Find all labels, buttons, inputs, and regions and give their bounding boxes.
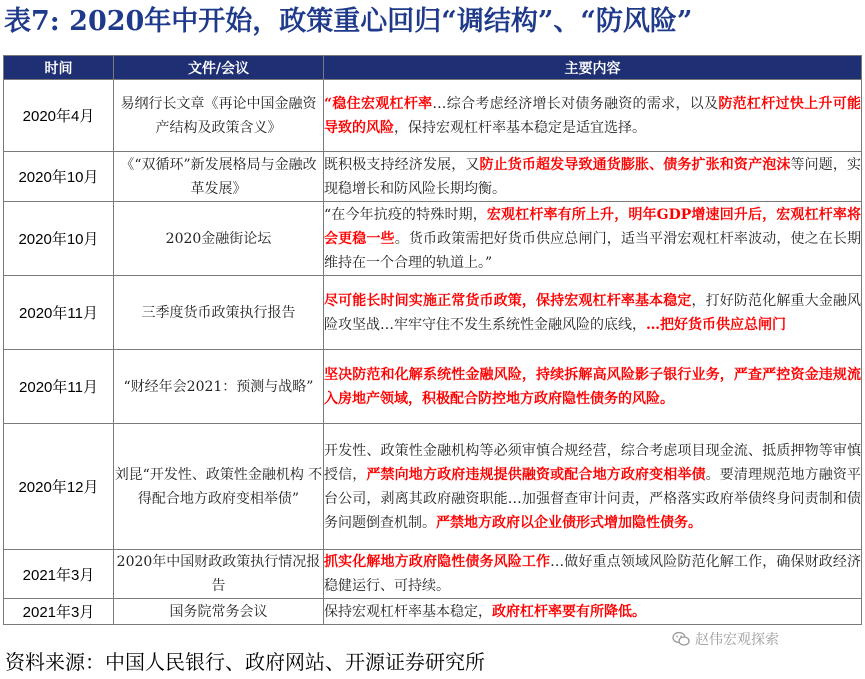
header-document: 文件/会议 xyxy=(114,56,324,80)
row-content xyxy=(324,424,862,550)
table-row xyxy=(4,550,862,599)
row-content xyxy=(324,202,862,276)
row-content xyxy=(324,550,862,599)
row-content xyxy=(324,599,862,625)
highlighted-text: “稳住宏观杠杆率 xyxy=(324,95,433,112)
table-body xyxy=(4,80,862,625)
row-time: 2020年11月 xyxy=(4,276,114,350)
content-text: …综合考虑经济增长对债务融资的需求，以及 xyxy=(432,95,719,112)
header-content: 主要内容 xyxy=(324,56,862,80)
highlighted-text: 坚决防范和化解系统性金融风险，持续拆解高风险影子银行业务，严查严控资金违规流入房地产领域，积极配合防控地方政府隐性债务的风险。 xyxy=(324,366,861,407)
watermark-text: 赵伟宏观探索 xyxy=(695,632,779,648)
content-text: 开发性、政策性金融机构等必须审慎合规经营，综合考虑项目现金流、抵质押物等审慎授信， xyxy=(324,442,861,483)
row-document: 国务院常务会议 xyxy=(114,599,324,625)
content-text: “在今年抗疫的特殊时期， xyxy=(324,206,487,223)
table-row xyxy=(4,599,862,625)
row-content xyxy=(324,152,862,202)
wechat-icon xyxy=(672,631,690,647)
header-time: 时间 xyxy=(4,56,114,80)
table-row xyxy=(4,152,862,202)
content-text: 保持宏观杠杆率基本稳定， xyxy=(324,603,492,620)
row-document: 2020年中国财政政策执行情况报告 xyxy=(114,550,324,599)
row-content xyxy=(324,80,862,152)
highlighted-text: 尽可能长时间实施正常货币政策，保持宏观杠杆率基本稳定 xyxy=(324,292,692,309)
row-document: 刘昆“开发性、政策性金融机构 不得配合地方政府变相举债” xyxy=(114,424,324,550)
row-time: 2021年3月 xyxy=(4,550,114,599)
row-time: 2020年11月 xyxy=(4,350,114,424)
content-text: ，保持宏观杠杆率基本稳定是适宜选择。 xyxy=(394,119,646,136)
table-row xyxy=(4,350,862,424)
row-document: “财经年会2021：预测与战略” xyxy=(114,350,324,424)
row-document: 易纲行长文章《再论中国金融资产结构及政策含义》 xyxy=(114,80,324,152)
table-header-row xyxy=(4,56,862,80)
highlighted-text: 防范杠杆过快上升可能导致的风险 xyxy=(324,95,862,136)
table-row xyxy=(4,80,862,152)
table-row xyxy=(4,424,862,550)
page-title: 表7: 2020年中开始，政策重心回归“调结构”、“防风险” xyxy=(4,6,693,37)
content-text: 既积极支持经济发展，又 xyxy=(324,156,480,173)
row-time: 2021年3月 xyxy=(4,599,114,625)
table-row xyxy=(4,202,862,276)
row-time: 2020年4月 xyxy=(4,80,114,152)
watermark xyxy=(672,629,779,649)
highlighted-text: 严禁地方政府以企业债形式增加隐性债务。 xyxy=(436,514,702,531)
highlighted-text: 防止货币超发导致通货膨胀、债务扩张和资产泡沫 xyxy=(479,156,791,173)
row-document: 2020金融街论坛 xyxy=(114,202,324,276)
highlighted-text: …把好货币供应总闸门 xyxy=(646,316,786,333)
table-row xyxy=(4,276,862,350)
highlighted-text: 政府杠杆率要有所降低。 xyxy=(492,603,646,620)
source-note: 资料来源：中国人民银行、政府网站、开源证券研究所 xyxy=(5,650,485,674)
policy-table xyxy=(3,55,862,625)
row-time: 2020年12月 xyxy=(4,424,114,550)
highlighted-text: 严禁向地方政府违规提供融资或配合地方政府变相举债 xyxy=(366,466,706,483)
highlighted-text: 宏观杠杆率有所上升，明年GDP增速回升后，宏观杠杆率将会更稳一些 xyxy=(324,206,861,247)
content-text: …做好重点领域风险防范化解工作，确保财政经济稳健运行、可持续。 xyxy=(324,554,862,594)
row-document: 三季度货币政策执行报告 xyxy=(114,276,324,350)
content-text: 。货币政策需把好货币供应总闸门，适当平滑宏观杠杆率波动，使之在长期维持在一个合理的轨道上。” xyxy=(324,230,862,271)
row-time: 2020年10月 xyxy=(4,152,114,202)
content-text: ，打好防范化解重大金融风险攻坚战…牢牢守住不发生系统性金融风险的底线， xyxy=(324,292,862,333)
row-time: 2020年10月 xyxy=(4,202,114,276)
highlighted-text: 抓实化解地方政府隐性债务风险工作 xyxy=(324,554,551,570)
row-content xyxy=(324,276,862,350)
row-content xyxy=(324,350,862,424)
content-text: 等问题，实现稳增长和防风险长期均衡。 xyxy=(324,156,862,197)
row-document: 《“双循环”新发展格局与金融改革发展》 xyxy=(114,152,324,202)
content-text: 。要清理规范地方融资平台公司，剥离其政府融资职能…加强督查审计问责，严格落实政府举债终身问责制和债务问题倒查机制。 xyxy=(324,466,862,531)
